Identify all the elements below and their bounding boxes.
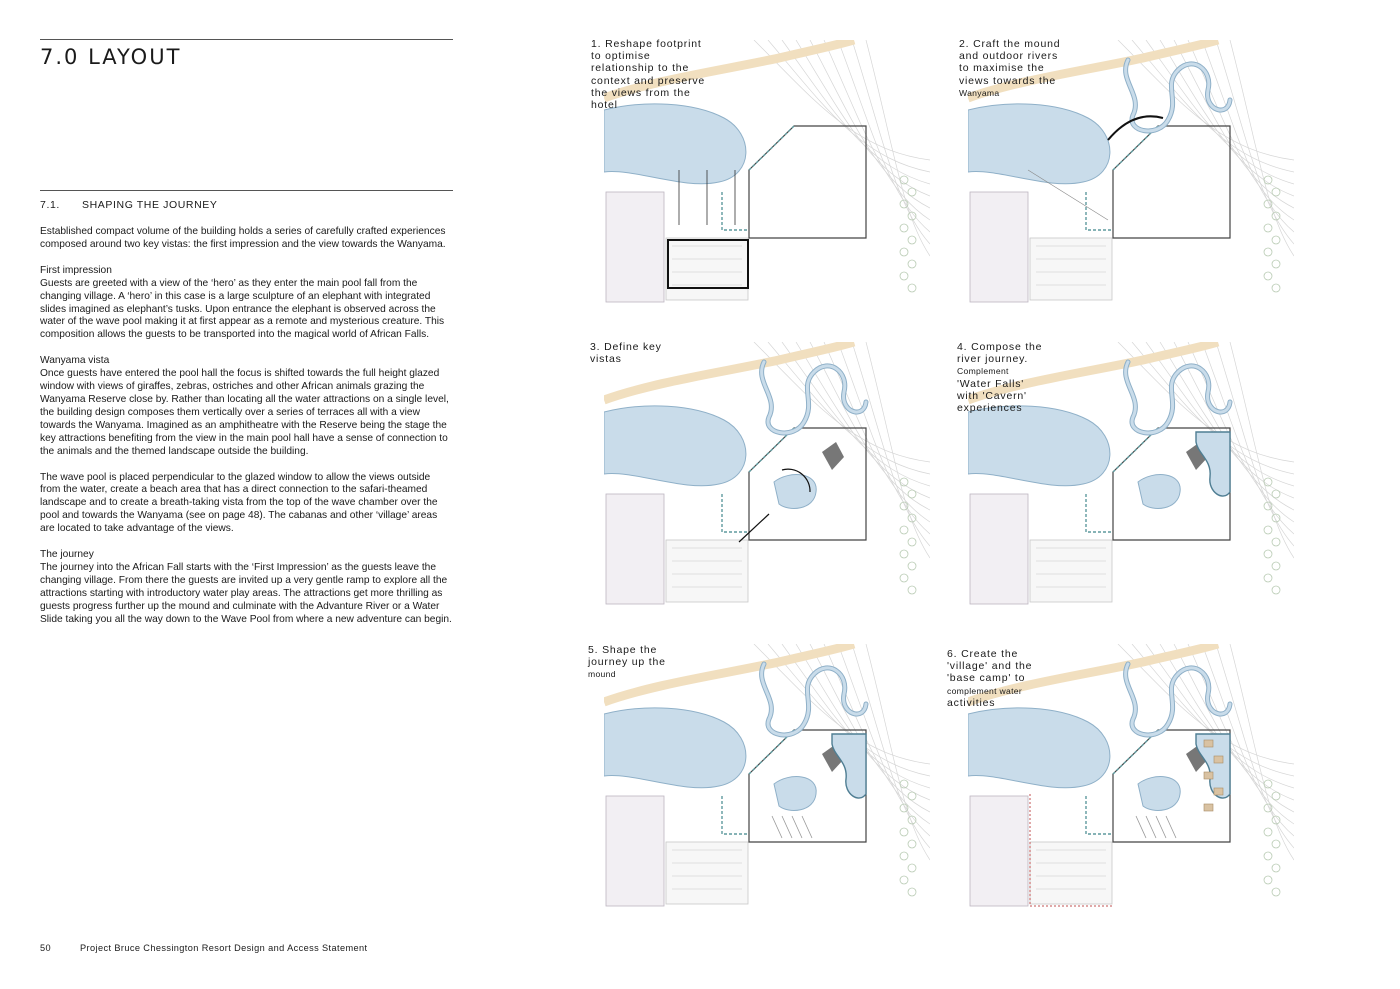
diagram-caption-5: 5. Shape the journey up the mound [588,644,666,680]
first-impression-paragraph: Guests are greeted with a view of the ‘hero’ as they enter the main pool fall from the changing village. A ‘hero’ in this case is a large sculpture of an elephant with integrated slides imagined as elephant’s tusks. Upon entrance the elephant is observed across the water of the wave pool making it at first appear as a remote and mysterious creature. This composition allows the guests to be transported into the magical world of African Falls. [40,277,445,341]
ramp-line [772,816,782,838]
outdoor-river-fill [762,362,866,433]
contour-line [1230,342,1294,558]
lake [968,406,1110,486]
cabana [1214,756,1223,763]
lake [604,708,746,788]
ramp-line [792,816,802,838]
contour-line [796,40,930,196]
hotel-building [606,796,664,906]
hotel-building [970,192,1028,302]
top-rule [40,39,453,40]
cabana [1204,740,1213,747]
changing-village-block [1030,238,1112,300]
tree [1272,260,1280,268]
tree [1264,574,1272,582]
contour-line [1160,40,1294,196]
outdoor-river-fill [762,664,866,735]
section-rule [40,190,453,191]
contour-lines [754,40,930,256]
contour-line [866,644,930,860]
cabana [1214,788,1223,795]
tree [1272,284,1280,292]
tree [1264,852,1272,860]
page-number: 50 [40,943,52,953]
tree [908,538,916,546]
hotel-building [606,494,664,604]
ramp-line [1156,816,1166,838]
tree [900,852,908,860]
tree [900,526,908,534]
tree [1272,562,1280,570]
tree [1272,888,1280,896]
ramp-line [1146,816,1156,838]
tree [1272,586,1280,594]
contour-line [1202,40,1294,232]
wanyama-heading: Wanyama vista [40,355,110,367]
contour-line [768,40,930,172]
tree [1264,526,1272,534]
diagram-caption-6: 6. Create the 'village' and the 'base camp' to complement water activities [947,648,1033,709]
tree [908,888,916,896]
wave-pool-paragraph: The wave pool is placed perpendicular to the glazed window to allow the views outside from the water, create a beach area that has a direct connection to the safari-theamed landscape and to create a breath-taking vista from the top of the wave chamber over the pool and towards the Wanyama (see on page 48). The cabanas and other ‘village’ areas are located to take advantage of the views. [40,471,438,535]
tree [1272,188,1280,196]
wanyama-paragraph: Once guests have entered the pool hall the focus is shifted towards the full height glazed window with views of giraffes, zebras, ostriches and other African animals grazing the Wanyama Reserve close by. Rather than locating all the water attractions on a single level, the building design composes them vertically over a series of terraces all with a view towards the Wanyama. Imagined as an amphitheatre with the Reserve being the stage the key attractions benefiting from the view in the main pool hall have a sense of connection to the animals and the themed landscape outside the building. [40,368,449,457]
site-plan-diagram-3 [604,342,930,606]
outdoor-river-fill [1126,362,1230,433]
tree [900,876,908,884]
tree [900,248,908,256]
tree [908,236,916,244]
hotel-building [970,494,1028,604]
contour-line [796,342,930,498]
tree [900,550,908,558]
contour-line [1230,644,1294,860]
wave-pool [1138,475,1180,509]
tree [900,574,908,582]
lake [604,406,746,486]
tree [1264,828,1272,836]
tree [900,224,908,232]
tree [908,562,916,570]
diagram-caption-1: 1. Reshape footprint to optimise relationship to the context and preserve the views from the hotel [591,38,706,112]
contour-line [782,40,930,184]
tree [1264,272,1272,280]
diagram-panel-3 [604,342,930,606]
tree [900,272,908,280]
section-title [40,199,217,211]
building-outline [749,126,866,238]
contour-line [824,40,930,220]
changing-village-block [1030,540,1112,602]
section-number: 7.1. [40,199,60,211]
tree [908,260,916,268]
journey-heading: The journey [40,549,94,561]
section-title-text: SHAPING THE JOURNEY [82,199,218,211]
tree [1272,490,1280,498]
document-title: Project Bruce Chessington Resort Design and Access Statement [80,943,368,953]
outdoor-river-fill [1126,60,1230,131]
tree [1272,840,1280,848]
tree [908,284,916,292]
tree [900,828,908,836]
cabana [1204,772,1213,779]
tree [1272,792,1280,800]
lake [968,104,1110,184]
ramp-line [782,816,792,838]
elephant-sculpture [822,442,844,470]
cabana [1204,804,1213,811]
body-text [40,226,453,639]
hotel-building [970,796,1028,906]
contour-line [810,40,930,208]
changing-village-block [666,842,748,904]
site-plan-diagram-5 [604,644,930,908]
contour-line [838,342,930,534]
footer [40,943,368,953]
contour-line [866,40,930,256]
vista-arrow [739,514,769,542]
tree [1272,864,1280,872]
ramp-line [1166,816,1176,838]
lake [604,104,746,184]
chapter-title: 7.0 LAYOUT [40,45,182,69]
tree [908,792,916,800]
journey-paragraph: The journey into the African Fall starts with the ‘First Impression’ as the guests leave the changing village. From there the guests are invited up a very gentle ramp to explore all the attractions starting with introductory water play areas. The attractions get more thrilling as guests progress further up the mound and culminate with the Advanture River or a Water Slide taking you all the way down to the Wave Pool from where a new adventure can begin. [40,561,452,625]
contour-line [1230,40,1294,256]
tree [908,840,916,848]
wave-pool [774,777,816,811]
changing-village-block [666,238,748,300]
ramp-line [802,816,812,838]
tree [908,864,916,872]
contour-line [866,342,930,558]
first-impression-heading: First impression [40,264,112,276]
diagram-caption-4: 4. Compose the river journey. Complement 'Water Falls' with 'Cavern' experiences [957,341,1043,415]
tree [1264,876,1272,884]
contour-line [838,40,930,232]
tree [1264,224,1272,232]
intro-paragraph: Established compact volume of the building holds a series of carefully crafted experiences composed around two key vistas: the first impression and the view towards the Wanyama. [40,226,446,250]
wave-pool [1138,777,1180,811]
changing-village-block [1030,842,1112,904]
diagram-caption-3: 3. Define key vistas [590,341,662,366]
tree [908,490,916,498]
diagram-panel-5 [604,644,930,908]
lake [968,708,1110,788]
changing-village-block [666,540,748,602]
building-outline [1113,126,1230,238]
tree [908,188,916,196]
outdoor-river-fill [1126,664,1230,735]
hotel-building [606,192,664,302]
tree [1272,236,1280,244]
diagram-caption-2: 2. Craft the mound and outdoor rivers to maximise the views towards the Wanyama [959,38,1061,98]
tree [1264,248,1272,256]
tree [1264,550,1272,558]
ramp-line [1136,816,1146,838]
tree [908,586,916,594]
tree [1272,538,1280,546]
